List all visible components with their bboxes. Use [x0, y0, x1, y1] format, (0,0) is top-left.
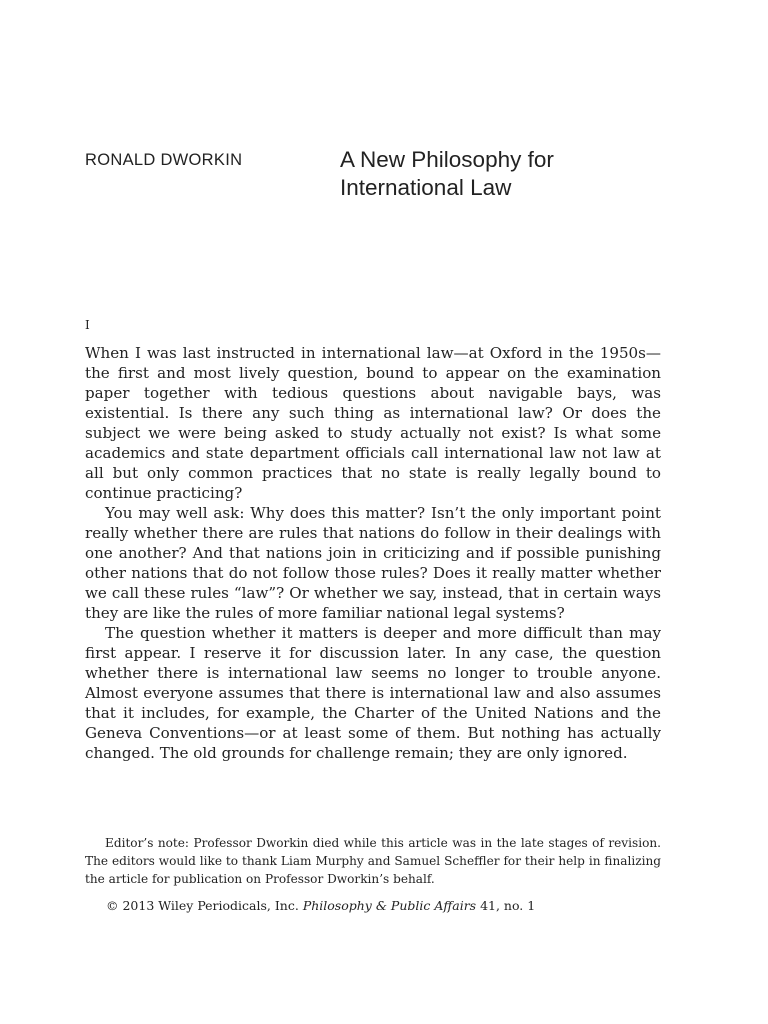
article-body — [85, 343, 661, 763]
paragraph-2: You may well ask: Why does this matter? Isn’t the only important point really whether there are rules that nations do follow in their dealings with one another? And that nations join in criticizing and if possible punishing other nations that do not follow those rules? Does it really matter whether we call these rules “law”? Or whether we say, instead, that in certain ways they are like the rules of more familiar national legal systems? — [85, 504, 661, 622]
paragraph-3: The question whether it matters is deeper and more difficult than may first appear. I reserve it for discussion later. In any case, the question whether there is international law seems no longer to trouble anyone. Almost everyone assumes that there is international law and also assumes that it includes, for example, the Charter of the United Nations and the Geneva Conventions—or at least some of them. But nothing has actually changed. The old grounds for challenge remain; they are only ignored. — [85, 624, 661, 762]
article-title-line-2: International Law — [340, 175, 512, 200]
article-title-line-1: A New Philosophy for — [340, 147, 554, 172]
copyright-line — [106, 898, 535, 913]
author-name: RONALD DWORKIN — [85, 151, 243, 169]
copyright-suffix: 41, no. 1 — [476, 898, 536, 913]
paragraph-1: When I was last instructed in international law—at Oxford in the 1950s—the first and most lively question, bound to appear on the examination paper together with tedious questions about navigable bays, was existential. Is there any such thing as international law? Or does the subject we were being asked to study actually not exist? Is what some academics and state department officials call international law not law at all but only common practices that no state is really legally bound to continue practicing? — [85, 344, 661, 502]
article-title — [340, 146, 680, 202]
section-number: I — [85, 318, 90, 332]
editors-note-footnote: Editor’s note: Professor Dworkin died while this article was in the late stages of revision. The editors would like to thank Liam Murphy and Samuel Scheffler for their help in finalizing the article for publication on Professor Dworkin’s behalf. — [85, 836, 661, 886]
journal-name: Philosophy & Public Affairs — [302, 898, 477, 913]
copyright-prefix: © 2013 Wiley Periodicals, Inc. — [106, 898, 303, 913]
